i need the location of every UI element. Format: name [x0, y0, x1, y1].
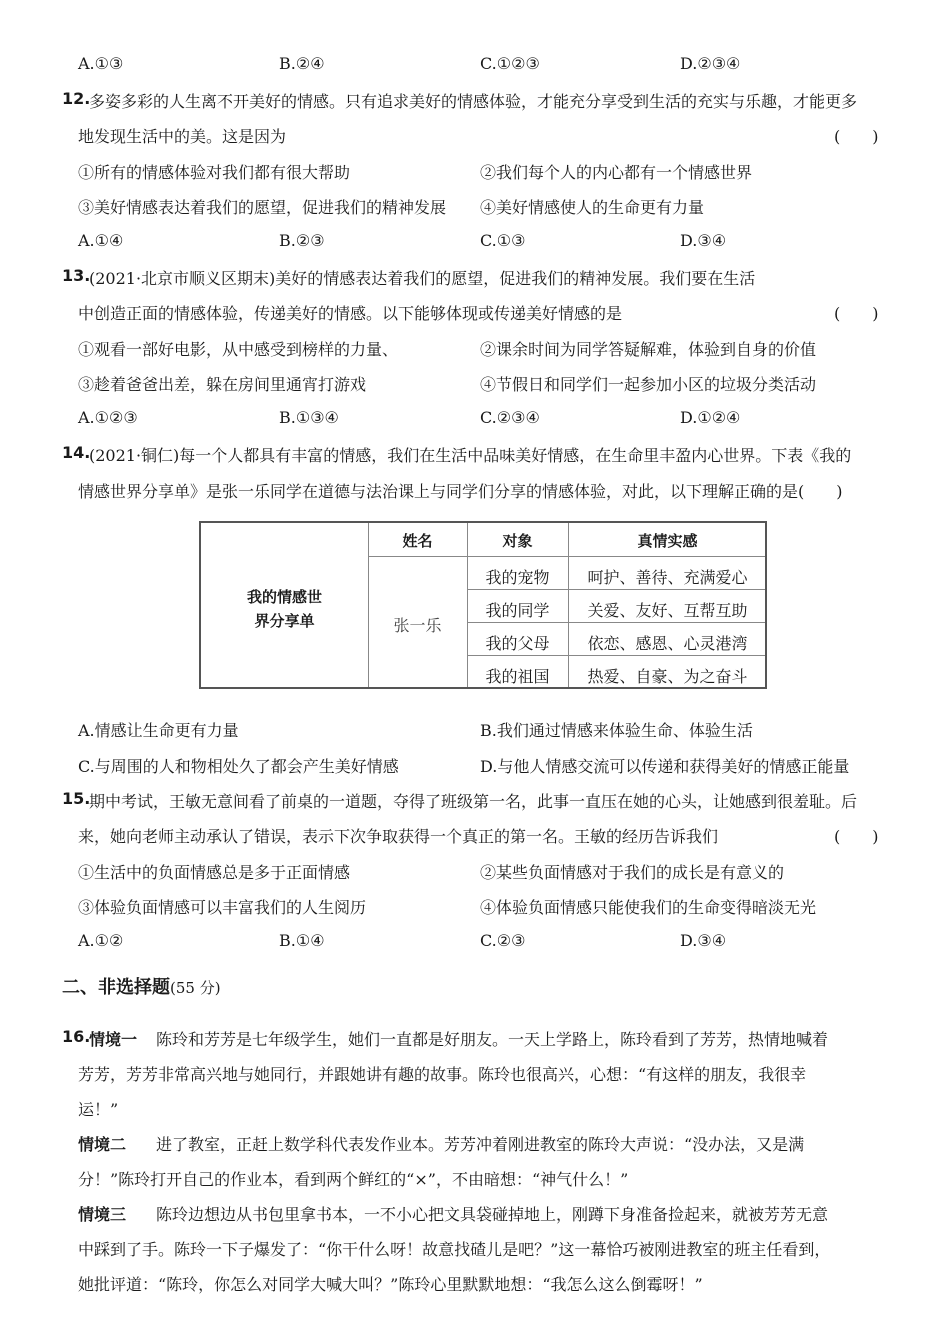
q12-statement-4: ④美好情感使人的生命更有力量: [480, 198, 705, 217]
q15-statement-3: ③体验负面情感可以丰富我们的人生阅历: [78, 898, 367, 917]
scenario-2-line2: 分！”陈玲打开自己的作业本，看到两个鲜红的“×”，不由暗想：“神气什么！”: [78, 1170, 629, 1189]
q16-number: 16.: [62, 1027, 91, 1046]
q11-option-c: C.①②③: [480, 54, 540, 73]
q11-option-d: D.②③④: [680, 54, 741, 73]
scenario-2-label: 情境二: [78, 1135, 127, 1154]
q15-option-a: A.①②: [78, 931, 124, 950]
q15-option-b: B.①④: [279, 931, 325, 950]
q14-number: 14.: [62, 443, 91, 462]
q11-option-a: A.①③: [78, 54, 124, 73]
q13-number: 13.: [62, 266, 91, 285]
header-object: 对象: [502, 532, 533, 550]
q15-stem-line2: 来，她向老师主动承认了错误，表示下次争取获得一个真正的第一名。王敏的经历告诉我们: [78, 827, 719, 846]
q12-statement-2: ②我们每个人的内心都有一个情感世界: [480, 163, 753, 182]
section-heading: [62, 973, 221, 999]
q15-option-d: D.③④: [680, 931, 727, 950]
q14-option-d: D.与他人情感交流可以传递和获得美好的情感正能量: [480, 757, 850, 776]
table-row-object: 我的祖国: [485, 667, 550, 686]
scenario-3-line1: 陈玲边想边从书包里拿书本，一不小心把文具袋碰掉地上，刚蹲下身准备捡起来，就被芳芳无意: [156, 1205, 829, 1224]
table-row-feeling: 依恋、感恩、心灵港湾: [587, 634, 748, 653]
q14-option-c: C.与周围的人和物相处久了都会产生美好情感: [78, 757, 399, 776]
table-row-object: 我的宠物: [485, 568, 550, 587]
header-feeling: 真情实感: [637, 532, 698, 550]
q12-stem-line1: 多姿多彩的人生离不开美好的情感。只有追求美好的情感体验，才能充分享受到生活的充实与乐趣，才能更多: [89, 92, 858, 111]
q12-statement-3: ③美好情感表达着我们的愿望，促进我们的精神发展: [78, 198, 447, 217]
scenario-3-label: 情境三: [78, 1205, 127, 1224]
q12-option-d: D.③④: [680, 231, 727, 250]
section-title: 二、非选择题: [62, 977, 170, 998]
emotion-sharing-table: [199, 521, 767, 689]
q12-answer-paren: ( ): [834, 127, 879, 146]
q15-option-c: C.②③: [480, 931, 526, 950]
q15-statement-2: ②某些负面情感对于我们的成长是有意义的: [480, 863, 785, 882]
table-row-object: 我的同学: [485, 601, 550, 620]
scenario-1-line2: 芳芳，芳芳非常高兴地与她同行，并跟她讲有趣的故事。陈玲也很高兴，心想：“有这样的朋友，我很幸: [78, 1065, 807, 1084]
q14-stem-line1: (2021·铜仁)每一个人都具有丰富的情感，我们在生活中品味美好情感，在生命里丰盈内心世界。下表《我的: [89, 446, 852, 465]
scenario-1-line3: 运！”: [78, 1100, 119, 1119]
q15-stem-line1: 期中考试，王敏无意间看了前桌的一道题，夺得了班级第一名，此事一直压在她的心头，让她感到很羞耻。后: [89, 792, 858, 811]
q12-number: 12.: [62, 89, 91, 108]
scenario-2-line1: 进了教室，正赶上数学科代表发作业本。芳芳冲着刚进教室的陈玲大声说：“没办法，又是满: [156, 1135, 805, 1154]
q12-option-b: B.②③: [279, 231, 325, 250]
q13-option-b: B.①③④: [279, 408, 339, 427]
q11-option-b: B.②④: [279, 54, 325, 73]
table-title-line1: 我的情感世: [246, 588, 322, 606]
q14-option-a: A.情感让生命更有力量: [78, 721, 239, 740]
q15-answer-paren: ( ): [834, 827, 879, 846]
q15-statement-4: ④体验负面情感只能使我们的生命变得暗淡无光: [480, 898, 817, 917]
q13-statement-4: ④节假日和同学们一起参加小区的垃圾分类活动: [480, 375, 817, 394]
q13-stem-line2: 中创造正面的情感体验，传递美好的情感。以下能够体现或传递美好情感的是: [78, 304, 623, 323]
scenario-1-label: 情境一: [89, 1030, 138, 1049]
section-score: (55 分): [170, 979, 221, 997]
q13-option-c: C.②③④: [480, 408, 540, 427]
scenario-1-line1: 陈玲和芳芳是七年级学生，她们一直都是好朋友。一天上学路上，陈玲看到了芳芳，热情地喊着: [156, 1030, 829, 1049]
q13-stem-line1: (2021·北京市顺义区期末)美好的情感表达着我们的愿望，促进我们的精神发展。我们要在生活: [89, 269, 756, 288]
q13-statement-1: ①观看一部好电影，从中感受到榜样的力量、: [78, 340, 399, 359]
table-title-line2: 界分享单: [254, 612, 315, 630]
table-title: [201, 585, 368, 633]
q12-option-c: C.①③: [480, 231, 526, 250]
q12-statement-1: ①所有的情感体验对我们都有很大帮助: [78, 163, 351, 182]
q13-statement-3: ③趁着爸爸出差，躲在房间里通宵打游戏: [78, 375, 367, 394]
q14-option-b: B.我们通过情感来体验生命、体验生活: [480, 721, 753, 740]
header-name: 姓名: [402, 532, 433, 550]
q12-option-a: A.①④: [78, 231, 124, 250]
q13-answer-paren: ( ): [834, 304, 879, 323]
q13-option-a: A.①②③: [78, 408, 138, 427]
student-name-cell: 张一乐: [393, 616, 442, 635]
q15-statement-1: ①生活中的负面情感总是多于正面情感: [78, 863, 351, 882]
scenario-3-line3: 她批评道：“陈玲，你怎么对同学大喊大叫？”陈玲心里默默地想：“我怎么这么倒霉呀！”: [78, 1275, 703, 1294]
table-row-feeling: 热爱、自豪、为之奋斗: [587, 667, 748, 686]
table-row-feeling: 关爱、友好、互帮互助: [587, 601, 748, 620]
q12-stem-line2: 地发现生活中的美。这是因为: [78, 127, 287, 146]
q13-statement-2: ②课余时间为同学答疑解难，体验到自身的价值: [480, 340, 817, 359]
table-row-object: 我的父母: [485, 634, 550, 653]
table-row-feeling: 呵护、善待、充满爱心: [587, 568, 748, 587]
scenario-3-line2: 中踩到了手。陈玲一下子爆发了：“你干什么呀！故意找碴儿是吧？”这一幕恰巧被刚进教室的班主任看到，: [78, 1240, 831, 1259]
q15-number: 15.: [62, 789, 91, 808]
q14-stem-line2: 情感世界分享单》是张一乐同学在道德与法治课上与同学们分享的情感体验，对此，以下理解正确的是( ): [78, 482, 843, 501]
q13-option-d: D.①②④: [680, 408, 741, 427]
